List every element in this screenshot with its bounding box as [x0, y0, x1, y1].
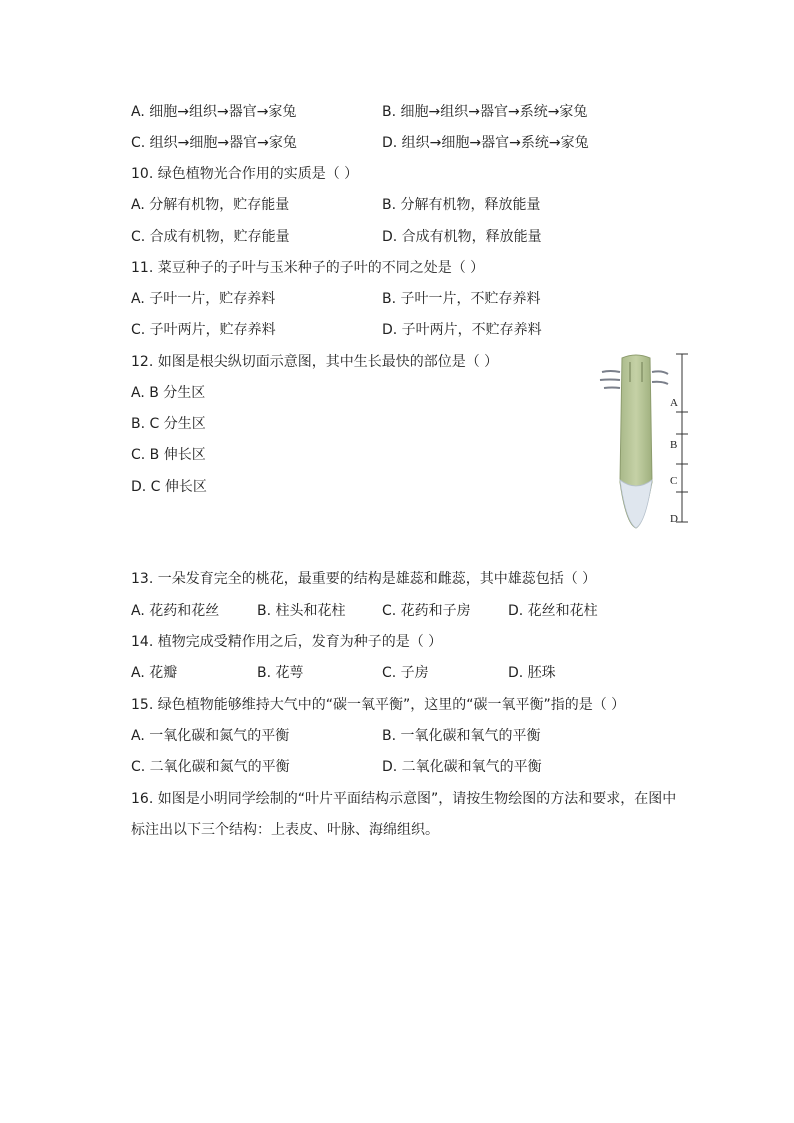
- q13-option-d: D. 花丝和花柱: [508, 603, 598, 619]
- q11-option-a: A. 子叶一片，贮存养料: [131, 291, 276, 307]
- q13-option-b: B. 柱头和花柱: [257, 603, 346, 619]
- zone-label-d: D: [670, 513, 678, 525]
- q15-stem: 15. 绿色植物能够维持大气中的“碳一氧平衡”，这里的“碳一氧平衡”指的是（ ）: [131, 697, 626, 713]
- zone-label-b: B: [670, 439, 678, 451]
- q13-option-c: C. 花药和子房: [382, 603, 471, 619]
- q10-option-c: C. 合成有机物，贮存能量: [131, 229, 290, 245]
- q15-option-d: D. 二氧化碳和氧气的平衡: [382, 759, 542, 775]
- q10-option-d: D. 合成有机物，释放能量: [382, 229, 542, 245]
- q10-option-b: B. 分解有机物，释放能量: [382, 197, 541, 213]
- q14-option-a: A. 花瓣: [131, 665, 178, 681]
- root-tip-body: [620, 355, 652, 528]
- q13-option-a: A. 花药和花丝: [131, 603, 220, 619]
- q12-option-c: C. B 伸长区: [131, 447, 206, 463]
- q11-option-c: C. 子叶两片，贮存养料: [131, 322, 276, 338]
- q15-option-b: B. 一氧化碳和氧气的平衡: [382, 728, 541, 744]
- q14-stem: 14. 植物完成受精作用之后，发育为种子的是（ ）: [131, 634, 443, 650]
- zone-label-c: C: [670, 475, 678, 487]
- q12-option-a: A. B 分生区: [131, 385, 206, 401]
- q16-stem-line2: 标注出以下三个结构：上表皮、叶脉、海绵组织。: [131, 822, 439, 838]
- q9-option-c: C. 组织→细胞→器官→家兔: [131, 135, 297, 151]
- q15-option-c: C. 二氧化碳和氮气的平衡: [131, 759, 290, 775]
- zone-label-a: A: [670, 397, 678, 409]
- q11-option-d: D. 子叶两片，不贮存养料: [382, 322, 542, 338]
- q14-option-d: D. 胚珠: [508, 665, 556, 681]
- root-tip-diagram: [596, 352, 696, 532]
- q12-option-d: D. C 伸长区: [131, 479, 207, 495]
- q15-option-a: A. 一氧化碳和氮气的平衡: [131, 728, 290, 744]
- q9-option-a: A. 细胞→组织→器官→家兔: [131, 104, 297, 120]
- q12-stem: 12. 如图是根尖纵切面示意图，其中生长最快的部位是（ ）: [131, 354, 499, 370]
- q12-option-b: B. C 分生区: [131, 416, 206, 432]
- q11-option-b: B. 子叶一片，不贮存养料: [382, 291, 541, 307]
- zone-brackets: [676, 354, 688, 522]
- q9-option-b: B. 细胞→组织→器官→系统→家兔: [382, 104, 588, 120]
- q14-option-b: B. 花萼: [257, 665, 304, 681]
- q11-stem: 11. 菜豆种子的子叶与玉米种子的子叶的不同之处是（ ）: [131, 260, 485, 276]
- q10-option-a: A. 分解有机物，贮存能量: [131, 197, 290, 213]
- q16-stem-line1: 16. 如图是小明同学绘制的“叶片平面结构示意图”，请按生物绘图的方法和要求，在图中: [131, 791, 677, 807]
- q9-option-d: D. 组织→细胞→器官→系统→家兔: [382, 135, 589, 151]
- q13-stem: 13. 一朵发育完全的桃花，最重要的结构是雄蕊和雌蕊，其中雄蕊包括（ ）: [131, 571, 597, 587]
- q10-stem: 10. 绿色植物光合作用的实质是（ ）: [131, 166, 359, 182]
- q14-option-c: C. 子房: [382, 665, 429, 681]
